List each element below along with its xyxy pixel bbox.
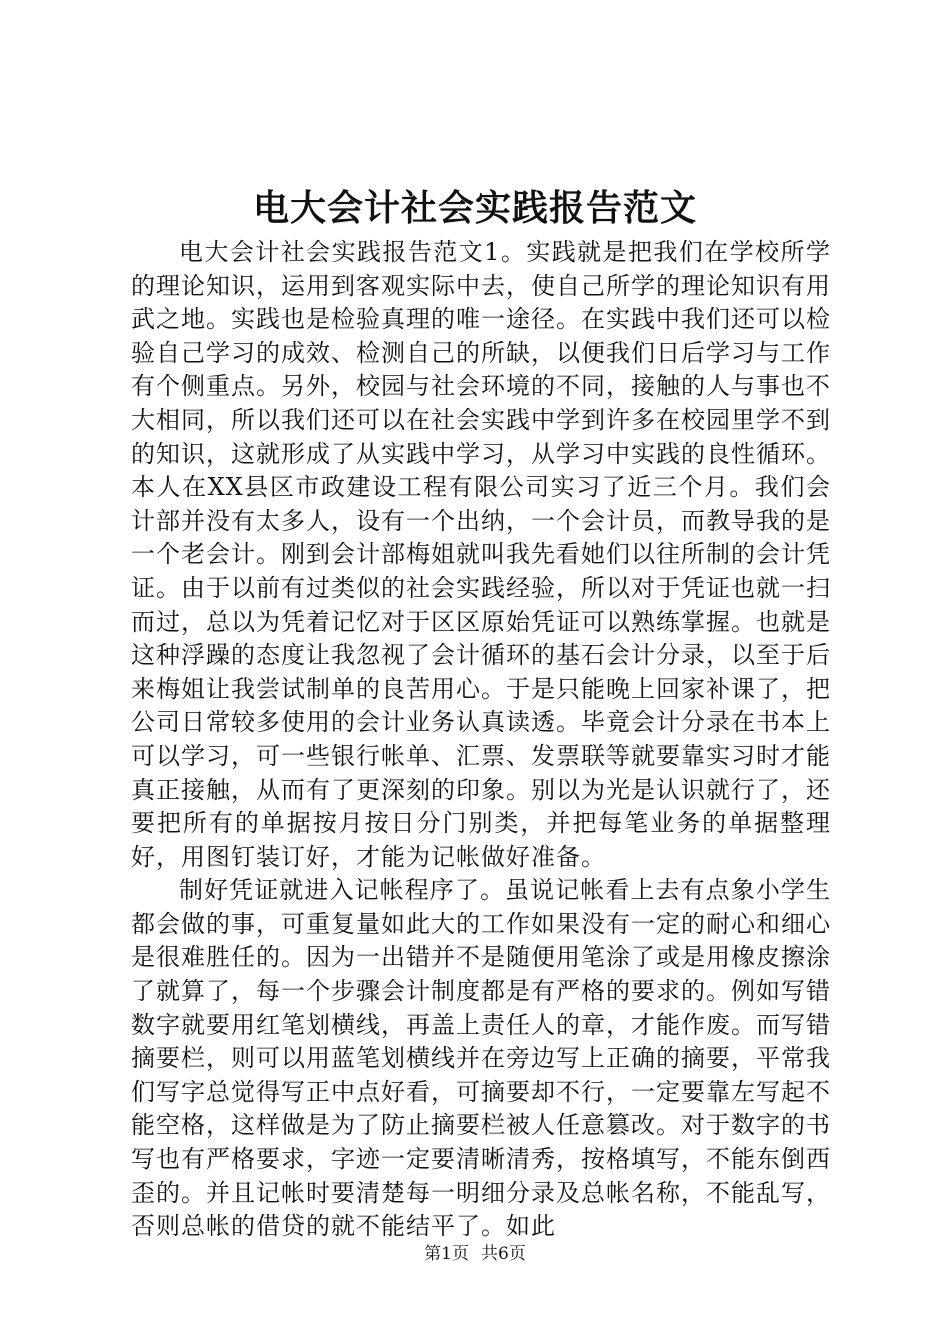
page-total: 共6页 — [481, 1244, 526, 1264]
body-paragraph: 制好凭证就进入记帐程序了。虽说记帐看上去有点象小学生都会做的事，可重复量如此大的工作如果没有一定的耐心和细心是很难胜任的。因为一出错并不是随便用笔涂了或是用橡皮擦涂了就算了，每一个步骤会计制度都是有严格的要求的。例如写错数字就要用红笔划横线，再盖上责任人的章，才能作废。而写错摘要栏，则可以用蓝笔划横线并在旁边写上正确的摘要，平常我们写字总觉得写正中点好看，可摘要却不行，一定要靠左写起不能空格，这样做是为了防止摘要栏被人任意篡改。对于数字的书写也有严格要求，字迹一定要清晰清秀，按格填写，不能东倒西歪的。并且记帐时要清楚每一明细分录及总帐名称，不能乱写，否则总帐的借贷的就不能结平了。如此 — [131, 876, 831, 1241]
page-number: 第1页 — [424, 1244, 469, 1264]
document-body — [131, 236, 831, 1244]
body-paragraph: 电大会计社会实践报告范文1。实践就是把我们在学校所学的理论知识，运用到客观实际中去，使自己所学的理论知识有用武之地。实践也是检验真理的唯一途径。在实践中我们还可以检验自己学习的成效、检测自己的所缺，以便我们日后学习与工作有个侧重点。另外，校园与社会环境的不同，接触的人与事也不大相同，所以我们还可以在社会实践中学到许多在校园里学不到的知识，这就形成了从实践中学习，从学习中实践的良性循环。本人在XX县区市政建设工程有限公司实习了近三个月。我们会计部并没有太多人，设有一个出纳，一个会计员，而教导我的是一个老会计。刚到会计部梅姐就叫我先看她们以往所制的会计凭证。由于以前有过类似的社会实践经验，所以对于凭证也就一扫而过，总以为凭着记忆对于区区原始凭证可以熟练掌握。也就是这种浮躁的态度让我忽视了会计循环的基石会计分录，以至于后来梅姐让我尝试制单的良苦用心。于是只能晚上回家补课了，把公司日常较多使用的会计业务认真读透。毕竟会计分录在书本上可以学习，可一些银行帐单、汇票、发票联等就要靠实习时才能真正接触，从而有了更深刻的印象。别以为光是认识就行了，还要把所有的单据按月按日分门别类，并把每笔业务的单据整理好，用图钉装订好，才能为记帐做好准备。 — [131, 238, 831, 871]
document-title: 电大会计社会实践报告范文 — [252, 187, 697, 229]
page-footer — [0, 1243, 950, 1265]
